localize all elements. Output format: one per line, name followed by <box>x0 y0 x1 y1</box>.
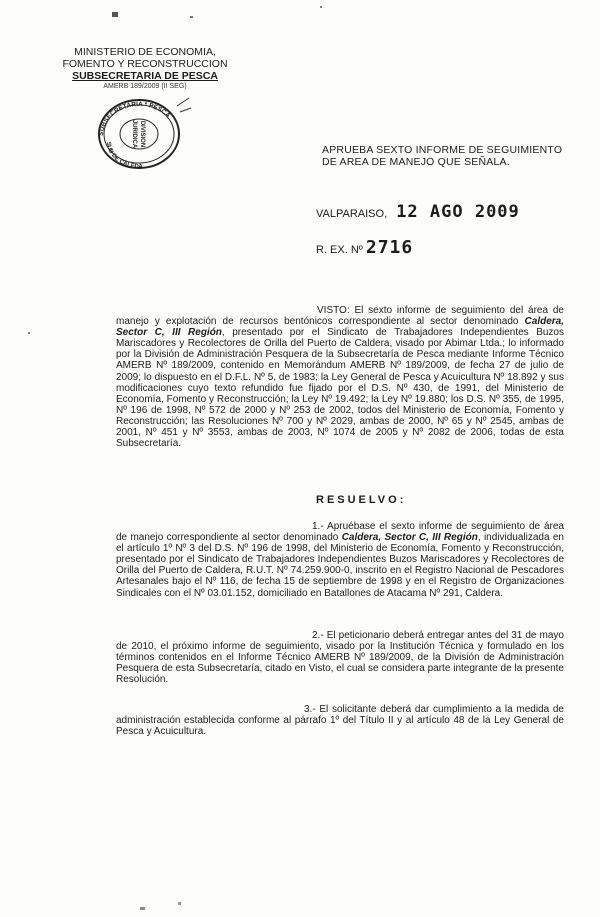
resolution-number-label: R. EX. Nº <box>316 244 363 256</box>
item1-rest: , individualizada en el artículo 1º Nº 3 del D.S. Nº 196 de 1998, del Ministerio de Economía, Fomento y Reconstrucción, presentado por el Sindicato de Trabajadores Independientes Buzos Mariscadores y Recolectores de Orilla del Puerto de Caldera, R.U.T. Nº 74.259.900-0, inscrito en el Registro Nacional de Pescadores Artesanales bajo el Nº 116, de fecha 15 de septiembre de 1998 y en el Registro de Organizaciones Sindicales con el Nº 03.01.152, domiciliado en Batallones de Atacama Nº 291, Caldera. <box>116 532 564 599</box>
seal-inner-line-2: JURIDICA <box>131 119 137 149</box>
date-line <box>316 202 520 222</box>
title-line-2: DE AREA DE MANEJO QUE SEÑALA. <box>322 156 510 168</box>
resolution-number-line <box>316 237 413 258</box>
official-seal-stamp <box>85 92 193 176</box>
reference-code: AMERB 189/2009 (II SEG) <box>103 83 187 90</box>
visto-lead: VISTO: El sexto informe de seguimiento del área de manejo y explotación de recursos bentónicos correspondiente al sector denominado <box>116 305 564 328</box>
visto-sector: Caldera, Sector C, III Región <box>116 316 564 339</box>
title-line-1: APRUEBA SEXTO INFORME DE SEGUIMIENTO <box>322 144 563 156</box>
item2-text: 2.- El peticionario deberá entregar antes del 31 de mayo de 2010, el próximo informe de seguimiento, visado por la Institución Técnica y formulado en los términos contenidos en el Informe Técnico AMERB Nº 189/2009, de la División de Administración Pesquera de esta Subsecretaría, citado en Visto, el cual se considera parte integrante de la presente Resolución. <box>116 630 564 686</box>
letterhead <box>40 46 250 91</box>
resolution-item-3 <box>116 704 564 737</box>
item3-text: 3.- El solicitante deberá dar cumplimiento a la medida de administración establecida conforme al párrafo 1º del Título II y al artículo 48 de la Ley General de Pesca y Acuicultura. <box>116 704 564 738</box>
resuelvo-heading: RESUELVO: <box>316 494 407 506</box>
resolution-item-1 <box>116 521 564 599</box>
item1-lead: 1.- Apruébase el sexto informe de seguimiento de área de manejo correspondiente al sector denominado <box>116 521 564 544</box>
item1-sector: Caldera, Sector C, III Región <box>341 532 478 544</box>
visto-rest: , presentado por el Sindicato de Trabajadores Independientes Buzos Mariscadores y Recolectores de Orilla del Puerto de Caldera, visado por Abimar Ltda.; lo informado por la División de Administración Pesquera de la Subsecretaría de Pesca mediante Informe Técnico AMERB Nº 189/2009, contenido en Memorándum AMERB Nº 189/2009, de fecha 27 de julio de 2009; lo dispuesto en el D.F.L. Nº 5, de 1983; la Ley General de Pesca y Acuicultura Nº 18.892 y sus modificaciones cuyo texto refundido fue fijado por el D.S. Nº 430, de 1991, del Ministerio de Economía, Fomento y Reconstrucción; la Ley Nº 19.492; la Ley Nº 19.880; los D.S. Nº 355, de 1995, Nº 196 de 1998, Nº 572 de 2000 y Nº 253 de 2002, todos del Ministerio de Economía, Fomento y Reconstrucción; las Resoluciones Nº 700 y Nº 2029, ambas de 2000, Nº 65 y Nº 2545, ambas de 2001, Nº 451 y Nº 3553, ambas de 2003, Nº 1074 de 2005 y Nº 2082 de 2006, todas de esta Subsecretaría. <box>116 327 564 450</box>
city-label: VALPARAISO, <box>316 208 388 220</box>
ministry-line-2: FOMENTO Y RECONSTRUCCION <box>62 58 228 70</box>
subsecretaria-line: SUBSECRETARIA DE PESCA <box>72 70 218 82</box>
resolution-number: 2716 <box>365 237 414 258</box>
date-stamp: 12 AGO 2009 <box>396 202 520 222</box>
seal-bottom-text: SUB DE CALEDA <box>104 141 143 171</box>
seal-ring-text: SUBSECRETARIA * PESCA <box>97 100 172 137</box>
resolution-item-2 <box>116 630 564 685</box>
resolution-title <box>322 144 582 168</box>
seal-inner-line-1: DIVISION <box>139 120 145 148</box>
visto-paragraph <box>116 305 564 449</box>
ministry-line-1: MINISTERIO DE ECONOMIA, <box>74 46 216 58</box>
